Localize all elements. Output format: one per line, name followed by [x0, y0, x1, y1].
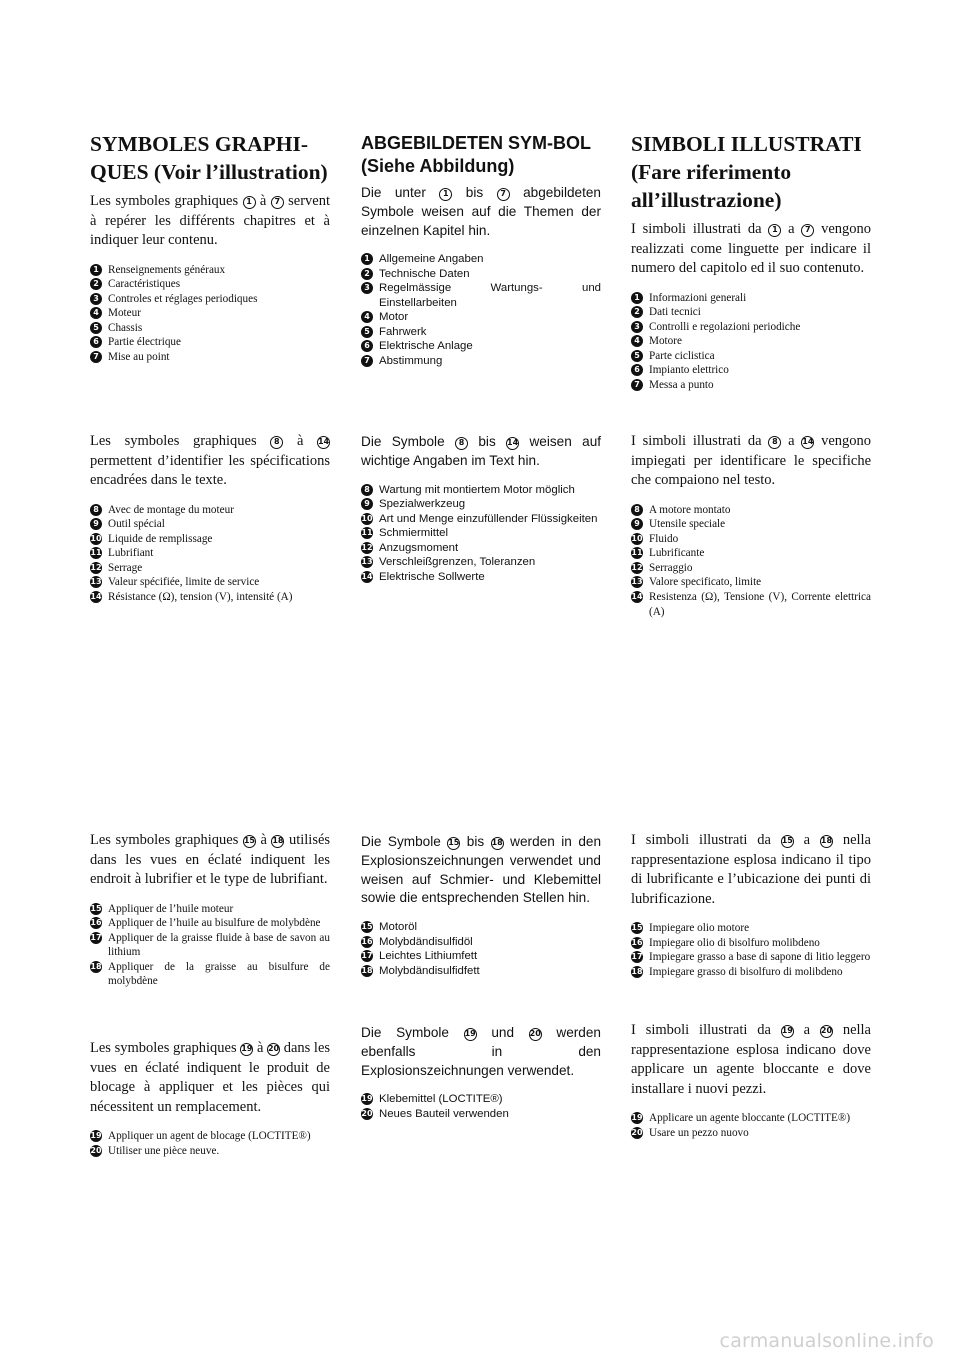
section-heading: SIMBOLI ILLUSTRATI (Fare riferimento all’illustrazione): [631, 132, 862, 212]
list-item: [631, 334, 871, 349]
symbol-number-icon: 4: [361, 311, 373, 323]
section-intro: Les symboles graphiques 15 à 18 utilisés dans les vues en éclaté indiquent les endroit à lubrifier et le type de lubrifiant.: [90, 832, 331, 887]
symbol-list: [631, 503, 871, 620]
section-block: [631, 432, 871, 619]
list-item-label: Outil spécial: [108, 518, 165, 531]
list-item-label: Fluido: [649, 532, 679, 545]
symbol-number-icon: 11: [361, 528, 373, 538]
symbol-number-icon: 18: [631, 966, 643, 976]
symbol-number-icon: 14: [361, 571, 373, 581]
list-item-label: Klebemittel (LOCTITE®): [379, 1093, 503, 1106]
list-item-label: Dati tecnici: [649, 306, 701, 319]
list-item-label: Usare un pezzo nuovo: [649, 1126, 749, 1139]
symbol-list: [361, 1092, 601, 1121]
list-item: [90, 306, 330, 321]
section-intro: Die Symbole 15 bis 18 werden in den Explosionszeichnungen verwendet und weisen auf Schmier- und Klebemittel sowie die entsprechenden Stellen hin.: [361, 834, 602, 906]
list-item-label: Anzugsmoment: [379, 541, 459, 554]
list-item-label: Schmiermittel: [379, 527, 448, 540]
list-item: [631, 561, 871, 576]
list-item: [631, 590, 871, 619]
section-intro: I simboli illustrati da 15 a 18 nella rappresentazione esplosa indicano il tipo di lubrificante e l’ubicazione dei punti di lubrificazione.: [631, 832, 871, 907]
section-block: [90, 831, 330, 989]
list-item-label: A motore montato: [649, 503, 731, 516]
symbol-list: [90, 263, 330, 365]
list-item-label: Valeur spécifiée, limite de service: [108, 576, 260, 589]
symbol-number-icon: 20: [820, 1025, 833, 1038]
section-block: [361, 1024, 601, 1121]
symbol-list: [631, 291, 871, 393]
list-item-label: Appliquer de la graisse fluide à base de savon au lithium: [108, 931, 330, 959]
list-item-label: Serraggio: [649, 561, 693, 574]
section-block: [361, 132, 601, 368]
list-item-label: Appliquer de l’huile moteur: [108, 902, 234, 915]
symbol-number-icon: 3: [631, 321, 643, 333]
list-item-label: Moteur: [108, 307, 141, 320]
symbol-number-icon: 1: [439, 188, 452, 201]
list-item-label: Molybdändisulfidfett: [379, 964, 480, 977]
symbol-number-icon: 15: [361, 922, 373, 932]
symbol-number-icon: 12: [90, 562, 102, 572]
section-block: [631, 1021, 871, 1140]
symbol-number-icon: 16: [90, 918, 102, 928]
symbol-number-icon: 9: [361, 498, 373, 510]
list-item: [361, 339, 601, 354]
symbol-number-icon: 6: [361, 340, 373, 352]
symbol-list: [90, 902, 330, 990]
list-item-label: Controles et réglages periodiques: [108, 292, 258, 305]
symbol-number-icon: 20: [361, 1108, 373, 1118]
list-item-label: Caractéristiques: [108, 278, 181, 291]
list-item-label: Liquide de remplissage: [108, 532, 213, 545]
list-item: [361, 920, 601, 935]
symbol-number-icon: 18: [491, 837, 504, 850]
symbol-number-icon: 13: [631, 577, 643, 587]
list-item-label: Lubrificante: [649, 547, 705, 560]
symbol-number-icon: 18: [271, 835, 284, 848]
symbol-number-icon: 13: [90, 577, 102, 587]
list-item: [90, 321, 330, 336]
list-item: [90, 263, 330, 278]
list-item-label: Impiegare olio di bisolfuro molibdeno: [649, 936, 820, 949]
list-item-label: Spezialwerkzeug: [379, 498, 466, 511]
list-item-label: Wartung mit montiertem Motor möglich: [379, 483, 575, 496]
symbol-number-icon: 6: [90, 336, 102, 348]
symbol-number-icon: 9: [90, 518, 102, 530]
list-item: [90, 350, 330, 365]
symbol-number-icon: 20: [529, 1028, 542, 1041]
symbol-number-icon: 1: [90, 264, 102, 276]
symbol-number-icon: 10: [90, 533, 102, 543]
list-item: [361, 555, 601, 570]
symbol-number-icon: 19: [781, 1025, 794, 1038]
list-item: [631, 575, 871, 590]
section-intro: Les symboles graphiques 1 à 7 servent à repérer les différents chapitres et à indiquer leur contenu.: [90, 193, 330, 248]
list-item-label: Partie électrique: [108, 336, 181, 349]
list-item-label: Leichtes Lithiumfett: [379, 950, 478, 963]
list-item: [631, 532, 871, 547]
list-item: [90, 292, 330, 307]
list-item: [90, 532, 330, 547]
list-item: [361, 570, 601, 585]
symbol-number-icon: 11: [631, 548, 643, 558]
symbol-number-icon: 5: [90, 322, 102, 334]
symbol-number-icon: 18: [90, 961, 102, 971]
symbol-number-icon: 14: [631, 592, 643, 602]
symbol-number-icon: 7: [801, 224, 814, 237]
list-item: [361, 541, 601, 556]
list-item: [631, 1126, 871, 1141]
symbol-number-icon: 9: [631, 518, 643, 530]
symbol-list: [90, 503, 330, 605]
list-item: [90, 575, 330, 590]
list-item-label: Résistance (Ω), tension (V), intensité (A): [108, 591, 293, 604]
symbol-number-icon: 1: [768, 224, 781, 237]
symbol-number-icon: 1: [631, 292, 643, 304]
symbol-number-icon: 19: [240, 1043, 253, 1056]
symbol-number-icon: 18: [361, 965, 373, 975]
symbol-number-icon: 19: [361, 1094, 373, 1104]
list-item: [90, 335, 330, 350]
section-intro: I simboli illustrati da 19 a 20 nella rappresentazione esplosa indicano dove applicare un agente bloccante e dove installare i nuovi pezzi.: [631, 1022, 871, 1097]
symbol-number-icon: 15: [90, 903, 102, 913]
list-item: [631, 363, 871, 378]
symbol-number-icon: 12: [361, 542, 373, 552]
list-item-label: Appliquer de la graisse au bisulfure de molybdène: [108, 960, 330, 988]
symbol-list: [361, 483, 601, 585]
section-intro: Die unter 1 bis 7 abgebildeten Symbole weisen auf die Themen der einzelnen Kapitel hin.: [361, 185, 601, 238]
list-item: [361, 526, 601, 541]
symbol-number-icon: 1: [361, 253, 373, 265]
symbol-number-icon: 7: [361, 355, 373, 367]
list-item-label: Chassis: [108, 321, 143, 334]
list-item-label: Fahrwerk: [379, 325, 427, 338]
list-item: [90, 902, 330, 917]
section-block: [90, 1039, 330, 1158]
list-item-label: Parte ciclistica: [649, 349, 715, 362]
list-item: [90, 916, 330, 931]
list-item: [90, 546, 330, 561]
symbol-number-icon: 20: [267, 1043, 280, 1056]
list-item: [631, 965, 871, 980]
list-item: [631, 546, 871, 561]
list-item-label: Resistenza (Ω), Tensione (V), Corrente elettrica (A): [649, 591, 871, 618]
list-item-label: Lubrifiant: [108, 547, 154, 560]
list-item: [361, 310, 601, 325]
list-item: [90, 503, 330, 518]
symbol-number-icon: 14: [317, 436, 330, 449]
symbol-number-icon: 19: [90, 1131, 102, 1140]
section-intro: Die Symbole 8 bis 14 weisen auf wichtige Angaben im Text hin.: [361, 434, 602, 468]
list-item-label: Motor: [379, 311, 409, 324]
section-block: [361, 433, 601, 584]
list-item: [631, 1111, 871, 1126]
symbol-number-icon: 5: [361, 326, 373, 338]
symbol-number-icon: 8: [270, 436, 283, 449]
list-item-label: Mise au point: [108, 351, 170, 364]
symbol-number-icon: 7: [271, 196, 284, 209]
symbol-number-icon: 15: [631, 923, 643, 932]
symbol-number-icon: 7: [497, 188, 510, 201]
symbol-number-icon: 8: [90, 504, 102, 516]
list-item-label: Utiliser une pièce neuve.: [108, 1144, 220, 1157]
list-item: [361, 1107, 601, 1122]
list-item-label: Valore specificato, limite: [649, 576, 762, 589]
list-item-label: Renseignements généraux: [108, 263, 226, 276]
list-item: [361, 512, 601, 527]
symbol-number-icon: 8: [631, 504, 643, 516]
section-intro: Les symboles graphiques 19 à 20 dans les vues en éclaté indiquent le produit de blocage à appliquer et les pièces qui nécessitent un remplacement.: [90, 1040, 331, 1115]
symbol-number-icon: 11: [90, 548, 102, 558]
symbol-number-icon: 8: [361, 484, 373, 496]
section-block: [631, 831, 871, 979]
list-item: [361, 935, 601, 950]
symbol-number-icon: 4: [631, 335, 643, 347]
list-item-label: Motore: [649, 335, 682, 348]
symbol-number-icon: 8: [768, 436, 781, 449]
symbol-number-icon: 16: [631, 937, 643, 947]
symbol-number-icon: 15: [447, 837, 460, 850]
section-intro: Les symboles graphiques 8 à 14 permettent d’identifier les spécifications encadrées dans le texte.: [90, 433, 330, 488]
list-item: [90, 960, 330, 989]
list-item-label: Elektrische Sollwerte: [379, 570, 485, 583]
symbol-list: [631, 1111, 871, 1140]
section-intro: I simboli illustrati da 8 a 14 vengono impiegati per identificare le specifiche che compaiono nel testo.: [631, 433, 872, 488]
symbol-number-icon: 20: [631, 1127, 643, 1137]
list-item: [361, 483, 601, 498]
list-item-label: Neues Bauteil verwenden: [379, 1107, 509, 1120]
section-block: [90, 130, 330, 365]
symbol-number-icon: 2: [90, 278, 102, 290]
section-heading: ABGEBILDETEN SYM-BOL (Siehe Abbildung): [361, 133, 591, 176]
list-item-label: Serrage: [108, 561, 143, 574]
list-item: [90, 277, 330, 292]
symbol-list: [361, 252, 601, 368]
list-item: [631, 291, 871, 306]
list-item: [90, 1144, 330, 1159]
symbol-number-icon: 2: [361, 268, 373, 280]
symbol-number-icon: 14: [90, 592, 102, 602]
list-item-label: Avec de montage du moteur: [108, 503, 234, 516]
symbol-number-icon: 19: [464, 1028, 477, 1041]
symbol-number-icon: 12: [631, 562, 643, 572]
list-item: [631, 320, 871, 335]
list-item: [361, 354, 601, 369]
symbol-number-icon: 3: [90, 293, 102, 305]
symbol-number-icon: 19: [631, 1113, 643, 1122]
list-item-label: Art und Menge einzufüllender Flüssigkeiten: [379, 512, 598, 525]
list-item-label: Technische Daten: [379, 267, 470, 280]
list-item-label: Appliquer un agent de blocage (LOCTITE®): [108, 1130, 311, 1142]
symbol-number-icon: 1: [243, 196, 256, 209]
list-item: [631, 503, 871, 518]
list-item: [631, 950, 871, 965]
symbol-number-icon: 17: [361, 951, 373, 961]
list-item: [90, 1129, 330, 1144]
list-item: [361, 252, 601, 267]
symbol-number-icon: 15: [781, 835, 794, 848]
symbol-number-icon: 13: [361, 557, 373, 567]
symbol-number-icon: 7: [631, 379, 643, 391]
list-item-label: Verschleißgrenzen, Toleranzen: [379, 556, 536, 569]
list-item-label: Regelmässige Wartungs- und Einstellarbeiten: [379, 282, 601, 309]
symbol-number-icon: 2: [631, 306, 643, 318]
list-item: [631, 921, 871, 936]
symbol-number-icon: 15: [243, 835, 256, 848]
section-block: [361, 833, 601, 978]
symbol-number-icon: 17: [90, 932, 102, 942]
list-item-label: Messa a punto: [649, 379, 714, 392]
symbol-number-icon: 16: [361, 936, 373, 946]
symbol-list: [631, 921, 871, 979]
symbol-number-icon: 4: [90, 307, 102, 319]
symbol-list: [361, 920, 601, 978]
list-item: [631, 517, 871, 532]
list-item: [631, 305, 871, 320]
section-intro: Die Symbole 19 und 20 werden ebenfalls in den Explosionszeichnungen verwendet.: [361, 1025, 601, 1078]
section-block: [631, 130, 871, 393]
symbol-number-icon: 10: [361, 513, 373, 523]
list-item: [361, 325, 601, 340]
list-item: [361, 964, 601, 979]
list-item-label: Informazioni generali: [649, 291, 747, 304]
list-item-label: Impiegare grasso di bisolfuro di molibdeno: [649, 965, 843, 978]
list-item: [361, 1092, 601, 1107]
section-block: [90, 432, 330, 605]
list-item-label: Applicare un agente bloccante (LOCTITE®): [649, 1112, 851, 1124]
list-item-label: Motoröl: [379, 921, 417, 934]
list-item: [361, 949, 601, 964]
symbol-number-icon: 8: [455, 437, 468, 450]
list-item: [361, 267, 601, 282]
symbol-number-icon: 14: [801, 436, 814, 449]
list-item: [631, 936, 871, 951]
list-item-label: Impianto elettrico: [649, 364, 729, 377]
list-item: [90, 561, 330, 576]
symbol-number-icon: 20: [90, 1145, 102, 1155]
list-item-label: Impiegare olio motore: [649, 922, 750, 934]
symbol-number-icon: 18: [820, 835, 833, 848]
list-item-label: Abstimmung: [379, 354, 443, 367]
symbol-number-icon: 6: [631, 364, 643, 376]
list-item: [90, 517, 330, 532]
list-item: [90, 590, 330, 605]
symbol-number-icon: 7: [90, 351, 102, 363]
symbol-number-icon: 14: [506, 437, 519, 450]
list-item: [361, 497, 601, 512]
section-intro: I simboli illustrati da 1 a 7 vengono realizzati come linguette per indicare il numero del capitolo ed il suo contenuto.: [631, 221, 872, 276]
symbol-number-icon: 5: [631, 350, 643, 362]
list-item: [361, 281, 601, 310]
list-item-label: Appliquer de l’huile au bisulfure de molybdène: [108, 917, 321, 930]
list-item: [90, 931, 330, 960]
list-item-label: Molybdändisulfidöl: [379, 935, 473, 948]
list-item-label: Allgemeine Angaben: [379, 253, 484, 266]
symbol-number-icon: 17: [631, 952, 643, 962]
symbol-list: [90, 1129, 330, 1158]
list-item-label: Elektrische Anlage: [379, 340, 473, 353]
footer-watermark: carmanualsonline.info: [719, 1330, 934, 1352]
section-heading: SYMBOLES GRAPHI-QUES (Voir l’illustration): [90, 132, 328, 184]
symbol-number-icon: 10: [631, 533, 643, 543]
list-item: [631, 378, 871, 393]
list-item-label: Controlli e regolazioni periodiche: [649, 320, 801, 333]
list-item: [631, 349, 871, 364]
list-item-label: Utensile speciale: [649, 518, 726, 531]
list-item-label: Impiegare grasso a base di sapone di litio leggero: [649, 951, 871, 964]
symbol-number-icon: 3: [361, 282, 373, 294]
